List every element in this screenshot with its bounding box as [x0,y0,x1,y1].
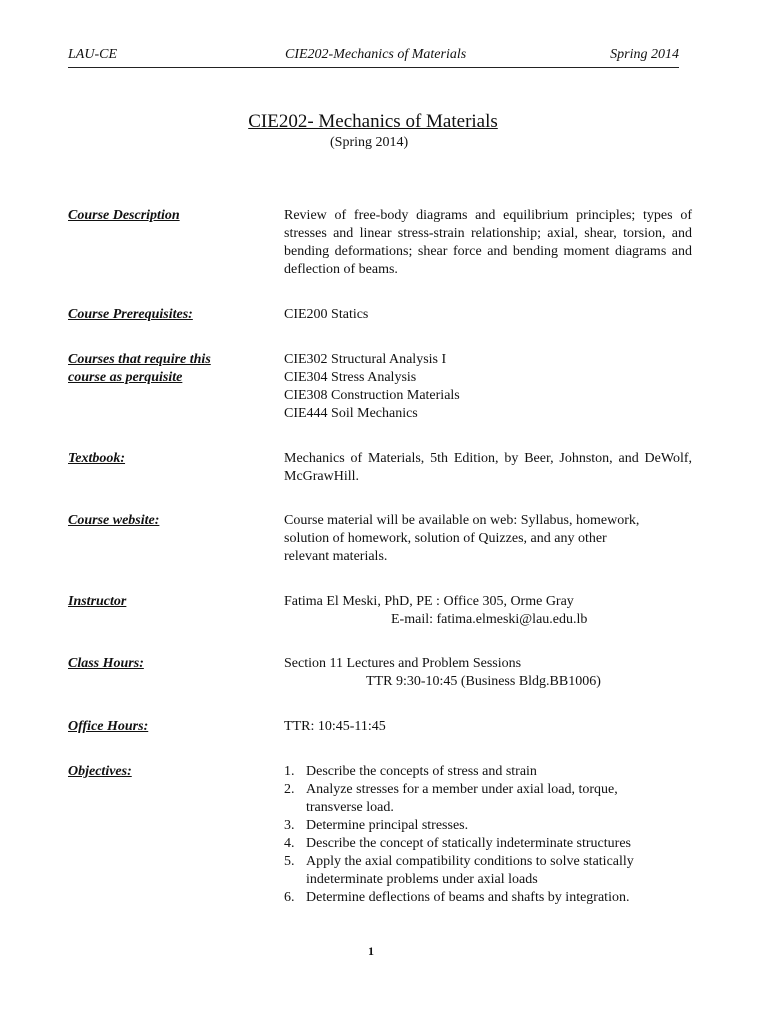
objective-item [284,763,674,781]
instructor-label: Instructor [68,594,127,609]
objective-item [284,781,674,817]
instructor-email: E-mail: fatima.elmeski@lau.edu.lb [391,612,588,627]
objective-text: Analyze stresses for a member under axial load, torque, transverse load. [306,782,618,815]
page-header [68,45,679,68]
website-text-line: Course material will be available on web: Syllabus, homework, [284,513,640,528]
website-text [284,512,692,566]
header-left: LAU-CE [68,47,117,62]
instructor-info [284,593,692,629]
objectives-label: Objectives: [68,764,132,779]
class-hours-info [284,655,692,691]
objective-text: Determine deflections of beams and shafts by integration. [306,890,630,905]
office-hours-text: TTR: 10:45-11:45 [284,719,386,734]
required-by-list [284,351,692,423]
document-subtitle: (Spring 2014) [330,135,409,150]
website-text-line: relevant materials. [284,549,388,564]
required-by-label [68,351,211,387]
prerequisites-label: Course Prerequisites: [68,307,193,322]
objective-text: Describe the concepts of stress and strain [306,764,537,779]
required-course-item: CIE444 Soil Mechanics [284,406,418,421]
required-by-label-line2: course as perquisite [68,370,183,385]
prerequisites-text: CIE200 Statics [284,307,369,322]
required-by-label-line1: Courses that require this [68,352,211,367]
objective-number: 4. [284,836,295,851]
description-label: Course Description [68,208,180,223]
objective-item [284,817,674,835]
required-course-item: CIE308 Construction Materials [284,388,460,403]
objectives-list [284,763,674,907]
office-hours-label: Office Hours: [68,719,149,734]
objective-item [284,853,674,889]
header-center: CIE202-Mechanics of Materials [285,47,467,62]
description-text: Review of free-body diagrams and equilibrium principles; types of stresses and linear stress-strain relationship; axial, shear, torsion, and bending deformations; shear force and bending moment diagrams and deflection of beams. [284,208,692,277]
page-number: 1 [368,944,374,958]
objective-number: 2. [284,782,295,797]
objective-item [284,889,674,907]
website-text-line: solution of homework, solution of Quizzes, and any other [284,531,607,546]
objective-text: Determine principal stresses. [306,818,469,833]
textbook-text: Mechanics of Materials, 5th Edition, by Beer, Johnston, and DeWolf, McGrawHill. [284,451,692,484]
objective-number: 6. [284,890,295,905]
required-course-item: CIE304 Stress Analysis [284,370,417,385]
class-hours-section: Section 11 Lectures and Problem Sessions [284,656,522,671]
document-title: CIE202- Mechanics of Materials [248,111,498,132]
website-label: Course website: [68,513,160,528]
objective-number: 3. [284,818,295,833]
required-course-item: CIE302 Structural Analysis I [284,352,447,367]
objective-item [284,835,674,853]
objectives-block [284,763,674,907]
header-right: Spring 2014 [610,47,679,62]
textbook-label: Textbook: [68,451,126,466]
objective-text: Apply the axial compatibility conditions to solve statically indeterminate problems under axial loads [306,854,634,887]
class-hours-time: TTR 9:30-10:45 (Business Bldg.BB1006) [366,674,601,689]
class-hours-label: Class Hours: [68,656,144,671]
objective-number: 1. [284,764,295,779]
objective-text: Describe the concept of statically indeterminate structures [306,836,631,851]
instructor-name: Fatima El Meski, PhD, PE : Office 305, Orme Gray [284,594,574,609]
objective-number: 5. [284,854,295,869]
